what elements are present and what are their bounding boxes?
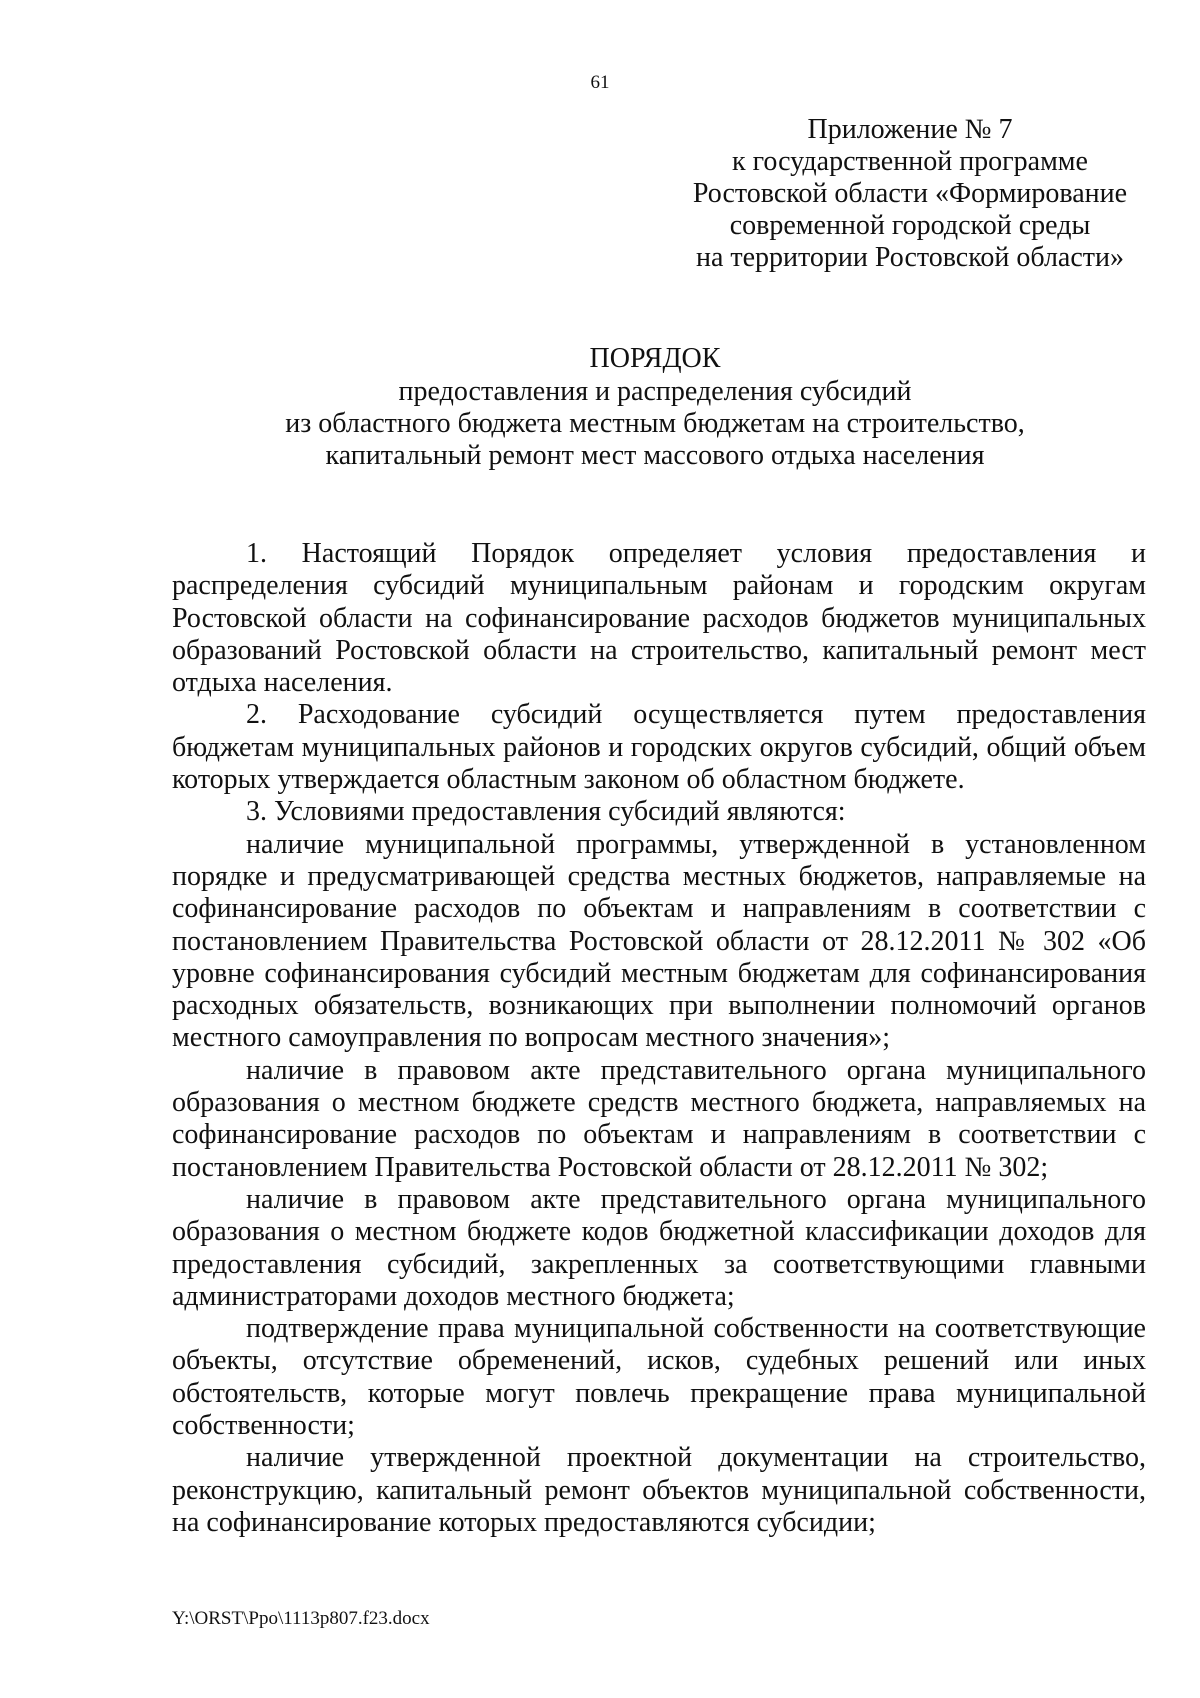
condition-budget-codes: наличие в правовом акте представительного органа муниципального образования о местном бюджете кодов бюджетной классификации доходов для предоставления субсидий, закрепленных за соответствующими главными администраторами доходов местного бюджета; [172, 1183, 1146, 1312]
title-subtitle-line: из областного бюджета местным бюджетам на строительство, [285, 408, 1025, 439]
appendix-line: современной городской среды [729, 210, 1091, 241]
appendix-line: Ростовской области «Формирование [692, 178, 1128, 209]
title-heading: ПОРЯДОК [589, 343, 721, 374]
title-subtitle-line: капитальный ремонт мест массового отдыха населения [325, 440, 985, 471]
condition-budget-funds: наличие в правовом акте представительного органа муниципального образования о местном бюджете средств местного бюджета, направляемых на софинансирование расходов по объектам и направлениям в соответствии с постановлением Правительства Ростовской области от 28.12.2011 № 302; [172, 1054, 1146, 1183]
title-subtitle-line: предоставления и распределения субсидий [398, 376, 912, 407]
appendix-line: Приложение № 7 [807, 114, 1013, 145]
paragraph-3: 3. Условиями предоставления субсидий являются: [246, 796, 846, 828]
appendix-line: к государственной программе [732, 146, 1088, 177]
page-number: 61 [590, 72, 610, 93]
paragraph-2: 2. Расходование субсидий осуществляется путем предоставления бюджетам муниципальных районов и городских округов субсидий, общий объем которых утверждается областным законом об областном бюджете. [172, 699, 1146, 796]
footer-file-path: Y:\ORST\Ppo\1113p807.f23.docx [172, 1608, 430, 1629]
condition-project-docs: наличие утвержденной проектной документации на строительство, реконструкцию, капитальный ремонт объектов муниципальной собственности, на софинансирование которых предоставляются субсидии; [172, 1442, 1146, 1538]
appendix-header [690, 114, 1130, 274]
document-body [172, 538, 1146, 1539]
appendix-line: на территории Ростовской области» [695, 242, 1124, 273]
condition-municipal-program: наличие муниципальной программы, утвержденной в установленном порядке и предусматривающей средства местных бюджетов, направляемые на софинансирование расходов по объектам и направлениям в соответствии с постановлением Правительства Ростовской области от 28.12.2011 № 302 «Об уровне софинансирования субсидий местным бюджетам для софинансирования расходных обязательств, возникающих при выполнении полномочий органов местного самоуправления по вопросам местного значения»; [172, 828, 1146, 1054]
condition-ownership: подтверждение права муниципальной собственности на соответствующие объекты, отсутствие обременений, исков, судебных решений или иных обстоятельств, которые могут повлечь прекращение права муниципальной собственности; [172, 1313, 1146, 1442]
paragraph-1: 1. Настоящий Порядок определяет условия предоставления и распределения субсидий муниципальным районам и городским округам Ростовской области на софинансирование расходов бюджетов муниципальных образований Ростовской области на строительство, капитальный ремонт мест отдыха населения. [172, 538, 1146, 699]
document-title [160, 343, 1150, 472]
